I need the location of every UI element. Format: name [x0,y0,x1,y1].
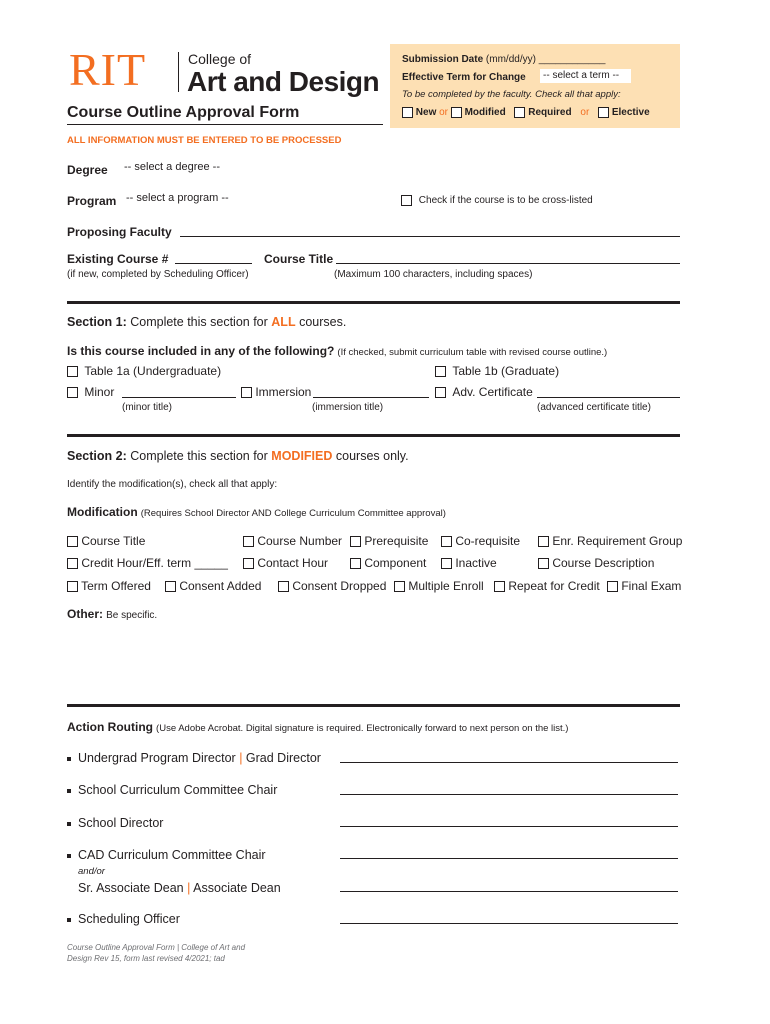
route-label: Associate Dean [193,881,281,895]
mod-multiple-enroll [394,579,484,593]
mod-course-title [67,534,145,548]
mod-label: Inactive [455,556,497,570]
logo-rit-text: RIT [69,44,147,95]
mod-corequisite [441,534,520,548]
minor-label: Minor [84,385,115,399]
route-associate-dean [78,881,281,895]
mod-checkbox[interactable] [67,536,78,547]
mod-checkbox[interactable] [165,581,176,592]
question-text: Is this course included in any of the following? [67,344,335,358]
table1b-label: Table 1b (Graduate) [452,364,560,378]
mod-checkbox[interactable] [538,536,549,547]
bullet-icon [67,757,71,761]
existing-course-label: Existing Course # [67,252,169,266]
mod-label: Component [364,556,427,570]
existing-course-field[interactable] [175,263,252,264]
mod-label: Consent Dropped [292,579,387,593]
bullet-icon [67,918,71,922]
other-label: Other: [67,607,103,621]
route-label: School Director [78,816,164,830]
adv-cert-row [435,385,533,399]
section1-text: Complete this section for [130,315,268,329]
mod-contact-hour [243,556,328,570]
mod-checkbox[interactable] [67,558,78,569]
signature-field[interactable] [340,762,678,763]
modified-checkbox[interactable] [451,107,462,118]
signature-field[interactable] [340,891,678,892]
modified-label: Modified [464,107,506,119]
program-label: Program [67,194,117,208]
mod-label: Credit Hour/Eff. term [81,556,192,570]
mod-checkbox[interactable] [278,581,289,592]
mod-prerequisite [350,534,428,548]
mod-label: Repeat for Credit [508,579,600,593]
mod-checkbox[interactable] [67,581,78,592]
mod-label: Contact Hour [257,556,329,570]
mod-course-number [243,534,342,548]
table1b-checkbox[interactable] [435,366,446,377]
routing-note: (Use Adobe Acrobat. Digital signature is required. Electronically forward to next person on the list.) [156,723,569,734]
mod-component [350,556,426,570]
mod-label: Enr. Requirement Group [552,534,683,548]
adv-cert-title-note: (advanced certificate title) [537,402,651,413]
mod-checkbox[interactable] [394,581,405,592]
or-text: or [580,107,590,119]
other-note: Be specific. [106,610,158,621]
program-select[interactable]: -- select a program -- [126,192,229,204]
adv-cert-checkbox[interactable] [435,387,446,398]
bullet-icon [67,854,71,858]
mod-checkbox[interactable] [243,558,254,569]
section1-question [67,344,607,358]
mod-repeat-credit [494,579,600,593]
course-type-options [402,107,650,118]
minor-checkbox[interactable] [67,387,78,398]
other-textarea[interactable] [67,625,680,700]
mod-label: Course Title [81,534,146,548]
required-label: Required [528,107,572,119]
logo-art-design: Art and Design [187,66,380,97]
table1a-checkbox[interactable] [67,366,78,377]
route-label: Grad Director [245,751,321,765]
route-label: Scheduling Officer [78,912,180,926]
crosslisted-row [401,195,593,206]
table1a-row [67,364,221,378]
course-title-note: (Maximum 100 characters, including spaces) [334,269,533,280]
route-label: School Curriculum Committee Chair [78,783,278,797]
section-divider [67,434,680,437]
route-school-committee [67,783,277,797]
mod-label: Course Number [257,534,343,548]
mod-term-offered [67,579,151,593]
new-label: New [415,107,437,119]
rit-logo [69,44,146,96]
logo-college-of: College of [188,51,252,67]
term-select[interactable]: -- select a term -- [540,69,631,83]
mod-label: Co-requisite [455,534,521,548]
section2-text: Complete this section for [130,449,268,463]
mod-label: Course Description [552,556,655,570]
signature-field[interactable] [340,794,678,795]
immersion-row [241,385,311,399]
mod-enr-req-group [538,534,682,548]
elective-checkbox[interactable] [598,107,609,118]
bullet-icon [67,822,71,826]
route-program-director [67,751,321,765]
mod-checkbox[interactable] [607,581,618,592]
section2-heading [67,449,409,463]
routing-label: Action Routing [67,720,153,734]
existing-course-note: (if new, completed by Scheduling Officer) [67,269,249,280]
submission-date-row [402,54,605,65]
section2-prefix: Section 2: [67,449,127,463]
new-checkbox[interactable] [402,107,413,118]
mod-consent-added [165,579,261,593]
bullet-icon [67,789,71,793]
route-label: Sr. Associate Dean [78,881,184,895]
course-title-field[interactable] [336,263,680,264]
mod-consent-dropped [278,579,386,593]
section-divider [67,301,680,304]
identify-text: Identify the modification(s), check all that apply: [67,479,278,490]
section1-text-end: courses. [299,315,347,329]
route-scheduling-officer [67,912,180,926]
faculty-note: To be completed by the faculty. Check all that apply: [402,89,621,100]
mod-label: Final Exam [621,579,682,593]
mod-checkbox[interactable] [538,558,549,569]
title-rule [67,124,383,125]
question-note: (If checked, submit curriculum table with revised course outline.) [337,347,608,358]
crosslisted-checkbox[interactable] [401,195,412,206]
credit-term-field[interactable]: _____ [194,556,228,570]
degree-select[interactable]: -- select a degree -- [124,161,220,173]
routing-heading [67,720,568,734]
proposing-faculty-field[interactable] [180,236,680,237]
section-divider [67,704,680,707]
mod-checkbox[interactable] [243,536,254,547]
or-text: or [439,107,449,119]
minor-title-note: (minor title) [122,402,173,413]
proposing-faculty-label: Proposing Faculty [67,225,172,239]
immersion-title-note: (immersion title) [312,402,384,413]
degree-label: Degree [67,163,108,177]
elective-label: Elective [611,107,650,119]
modification-label: Modification [67,505,138,519]
other-row [67,607,157,621]
modification-note: (Requires School Director AND College Curriculum Committee approval) [140,508,446,519]
adv-cert-field[interactable] [537,397,680,398]
table1b-row [435,364,559,378]
mod-checkbox[interactable] [441,536,452,547]
mod-label: Consent Added [179,579,262,593]
section1-highlight: ALL [271,315,296,329]
mod-inactive [441,556,497,570]
footer-line: Course Outline Approval Form | College of Art and [67,943,246,952]
minor-field[interactable] [122,397,236,398]
immersion-field[interactable] [313,397,429,398]
form-title: Course Outline Approval Form [67,104,300,121]
table1a-label: Table 1a (Undergraduate) [84,364,222,378]
signature-field[interactable] [340,923,678,924]
submission-date-field[interactable]: ____________ [538,54,606,65]
crosslisted-label: Check if the course is to be cross-listed [418,195,593,207]
adv-cert-label: Adv. Certificate [452,385,533,399]
mod-checkbox[interactable] [350,536,361,547]
mod-label: Multiple Enroll [408,579,484,593]
submission-format: (mm/dd/yy) [485,54,536,65]
mod-final-exam [607,579,681,593]
mod-label: Term Offered [81,579,151,593]
mod-label: Prerequisite [364,534,429,548]
route-label: Undergrad Program Director [78,751,236,765]
separator: | [187,881,191,895]
immersion-checkbox[interactable] [241,387,252,398]
route-label: CAD Curriculum Committee Chair [78,848,266,862]
section2-highlight: MODIFIED [271,449,333,463]
signature-field[interactable] [340,826,678,827]
modification-heading [67,505,446,519]
footer-line: Design Rev 15, form last revised 4/2021; tad [67,954,225,963]
required-checkbox[interactable] [514,107,525,118]
submission-label: Submission Date [402,54,484,65]
minor-row [67,385,114,399]
footer [67,942,245,964]
route-cad-committee [67,848,266,862]
section1-heading [67,315,346,329]
immersion-label: Immersion [255,385,312,399]
separator: | [239,751,243,765]
section2-text-end: courses only. [335,449,409,463]
signature-field[interactable] [340,858,678,859]
mod-course-description [538,556,654,570]
mod-checkbox[interactable] [494,581,505,592]
mod-credit-hour [67,556,228,570]
term-label: Effective Term for Change [402,72,526,83]
course-title-label: Course Title [264,252,334,266]
route-school-director [67,816,163,830]
mod-checkbox[interactable] [350,558,361,569]
logo-divider [178,52,179,92]
faculty-box [390,44,680,128]
section1-prefix: Section 1: [67,315,127,329]
and-or-text: and/or [78,866,105,877]
mod-checkbox[interactable] [441,558,452,569]
warning-text: ALL INFORMATION MUST BE ENTERED TO BE PROCESSED [67,135,342,146]
